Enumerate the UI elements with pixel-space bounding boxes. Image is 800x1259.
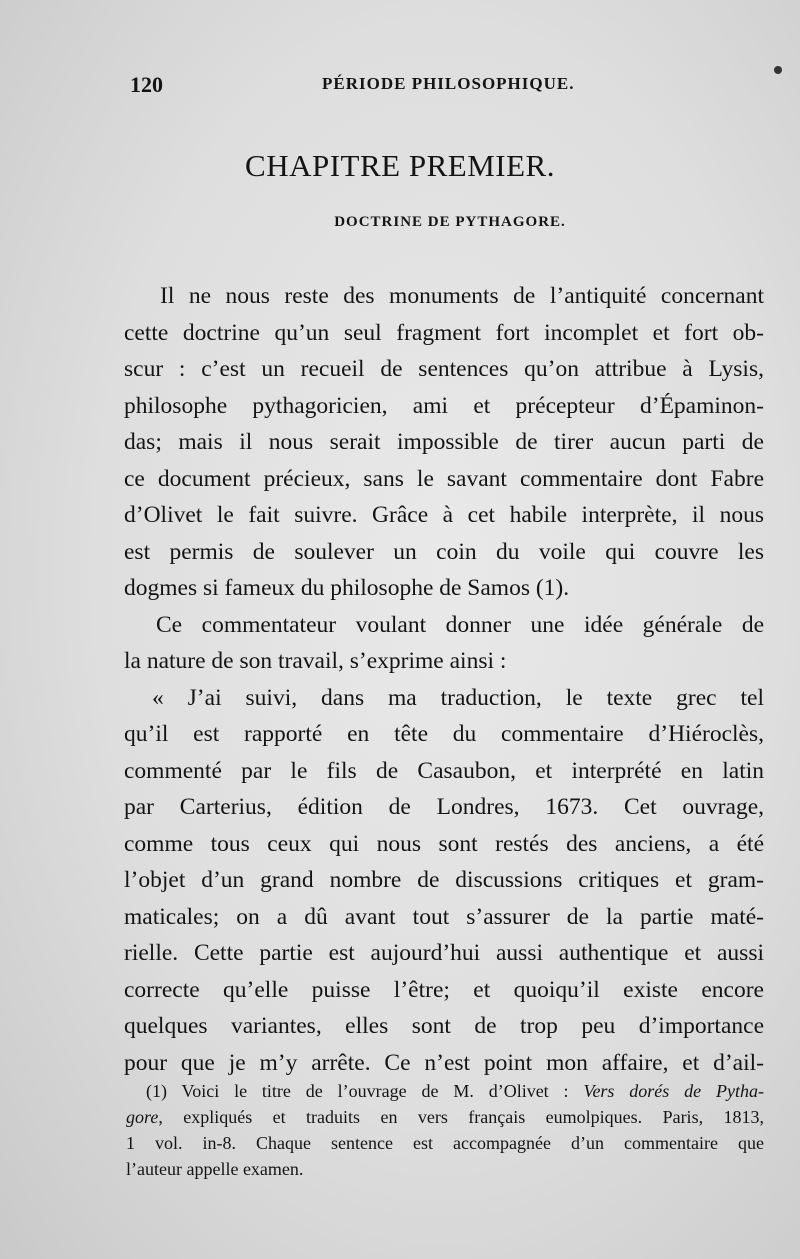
body-text (124, 278, 764, 1081)
footnote-line: 1 vol. in-8. Chaque sentence est accompagnée d’un commentaire que (126, 1133, 764, 1153)
text-line: Il ne nous reste des monuments de l’antiquité concernant (160, 283, 764, 309)
running-title: PÉRIODE PHILOSOPHIQUE. (322, 74, 575, 93)
page-number: 120 (130, 72, 163, 97)
text-line: d’Olivet le fait suivre. Grâce à cet habile interprète, il nous (124, 502, 764, 528)
text-line: quelques variantes, elles sont de trop peu d’importance (124, 1013, 764, 1039)
running-header (130, 72, 770, 102)
text-line: philosophe pythagoricien, ami et précepteur d’Épaminon- (124, 392, 764, 419)
text-line: « J’ai suivi, dans ma traduction, le texte grec tel (152, 684, 764, 711)
footnote-book-title: gore (126, 1107, 159, 1127)
text-line: l’objet d’un grand nombre de discussions critiques et gram- (124, 867, 764, 893)
footnote-line (126, 1078, 764, 1104)
text-line: maticales; on a dû avant tout s’assurer de la partie maté- (124, 903, 764, 930)
text-line: par Carterius, édition de Londres, 1673. Cet ouvrage, (124, 794, 764, 820)
footnote (126, 1078, 764, 1182)
text-line: pour que je m’y arrête. Ce n’est point mon affaire, et d’ail- (124, 1049, 764, 1076)
text-line: scur : c’est un recueil de sentences qu’on attribue à Lysis, (124, 356, 764, 382)
footnote-line (126, 1104, 764, 1130)
text-line: comme tous ceux qui nous sont restés des anciens, a été (124, 830, 764, 857)
footnote-line: l’auteur appelle examen. (126, 1159, 304, 1179)
ink-spot (774, 66, 782, 74)
footnote-book-title: Vers dorés de Pytha- (583, 1081, 765, 1101)
chapter-subtitle: DOCTRINE DE PYTHAGORE. (334, 214, 566, 230)
chapter-title: CHAPITRE PREMIER. (245, 148, 555, 183)
footnote-text: (1) Voici le titre de l’ouvrage de M. d’Olivet : (146, 1081, 584, 1101)
text-line: dogmes si fameux du philosophe de Samos (1). (124, 575, 570, 601)
text-line: rielle. Cette partie est aujourd’hui aussi authentique et aussi (124, 940, 764, 966)
text-line: cette doctrine qu’un seul fragment fort incomplet et fort ob- (124, 319, 764, 346)
text-line: Ce commentateur voulant donner une idée générale de (156, 611, 764, 638)
text-line: qu’il est rapporté en tête du commentaire d’Hiéroclès, (124, 721, 764, 747)
text-line: la nature de son travail, s’exprime ainsi : (124, 648, 507, 674)
text-line: ce document précieux, sans le savant commentaire dont Fabre (124, 465, 764, 492)
text-line: correcte qu’elle puisse l’être; et quoiqu’il existe encore (124, 976, 764, 1003)
text-line: est permis de soulever un coin du voile qui couvre les (124, 538, 764, 565)
text-line: commenté par le fils de Casaubon, et interprété en latin (124, 757, 764, 784)
text-line: das; mais il nous serait impossible de tirer aucun parti de (124, 429, 764, 455)
footnote-text: , expliqués et traduits en vers français eumolpiques. Paris, 1813, (158, 1107, 764, 1127)
